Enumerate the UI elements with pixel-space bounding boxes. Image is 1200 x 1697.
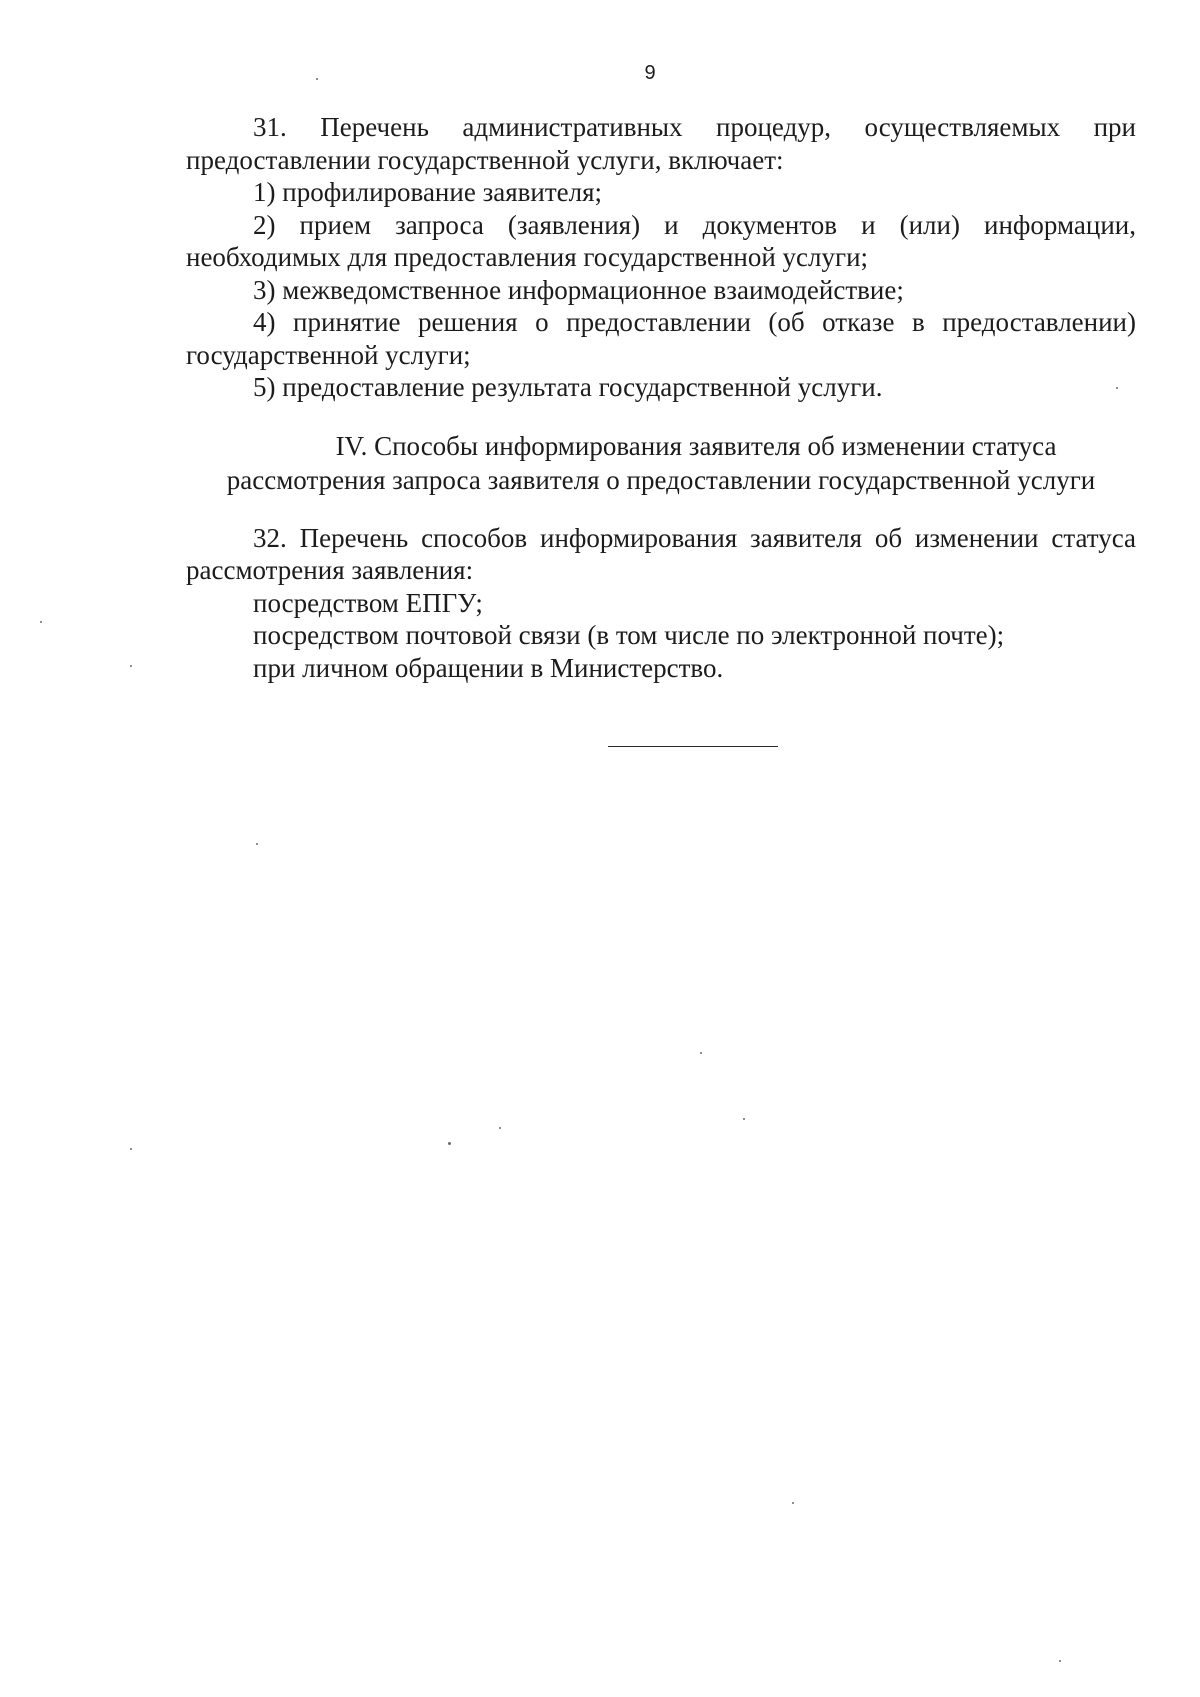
section-4-heading-line-1: IV. Способы информирования заявителя об изменении статуса: [335, 430, 1057, 461]
scan-speck: [1059, 1660, 1061, 1662]
section-4-heading-line-2: рассмотрения запроса заявителя о предоставлении государственной услуги: [226, 464, 1096, 495]
scan-speck: [499, 1127, 501, 1129]
notification-method-1: посредством ЕПГУ;: [253, 587, 483, 618]
paragraph-31-intro: 31. Перечень административных процедур, осуществляемых при предоставлении государственной услуги, включает:: [186, 112, 1136, 175]
procedure-item-3: 3) межведомственное информационное взаимодействие;: [253, 274, 904, 305]
procedure-item-1: 1) профилирование заявителя;: [253, 177, 603, 207]
procedure-item-2: 2) прием запроса (заявления) и документов и (или) информации, необходимых для предоставления государственной услуги;: [186, 209, 1136, 272]
scan-speck: [40, 621, 42, 623]
procedure-item-4: 4) принятие решения о предоставлении (об отказе в предоставлении) государственной услуги;: [186, 307, 1136, 370]
page-number: 9: [644, 62, 656, 84]
scan-speck: [130, 1148, 132, 1150]
paragraph-32-intro: 32. Перечень способов информирования заявителя об изменении статуса рассмотрения заявления:: [186, 522, 1136, 585]
scan-speck: [743, 1118, 745, 1120]
scan-speck: [1116, 387, 1118, 389]
section-4-heading: [186, 429, 1136, 497]
scan-speck: [792, 1502, 794, 1504]
scan-speck: [448, 1142, 451, 1145]
scan-speck: [700, 1052, 702, 1054]
notification-method-2: посредством почтовой связи (в том числе по электронной почте);: [253, 620, 1005, 650]
procedure-item-5: 5) предоставление результата государственной услуги.: [253, 372, 883, 402]
scan-speck: [256, 843, 258, 845]
document-body: [186, 111, 1136, 684]
closing-divider: [608, 746, 778, 747]
scan-speck: [130, 665, 132, 667]
scan-speck: [316, 78, 318, 80]
notification-method-3: при личном обращении в Министерство.: [253, 652, 724, 683]
